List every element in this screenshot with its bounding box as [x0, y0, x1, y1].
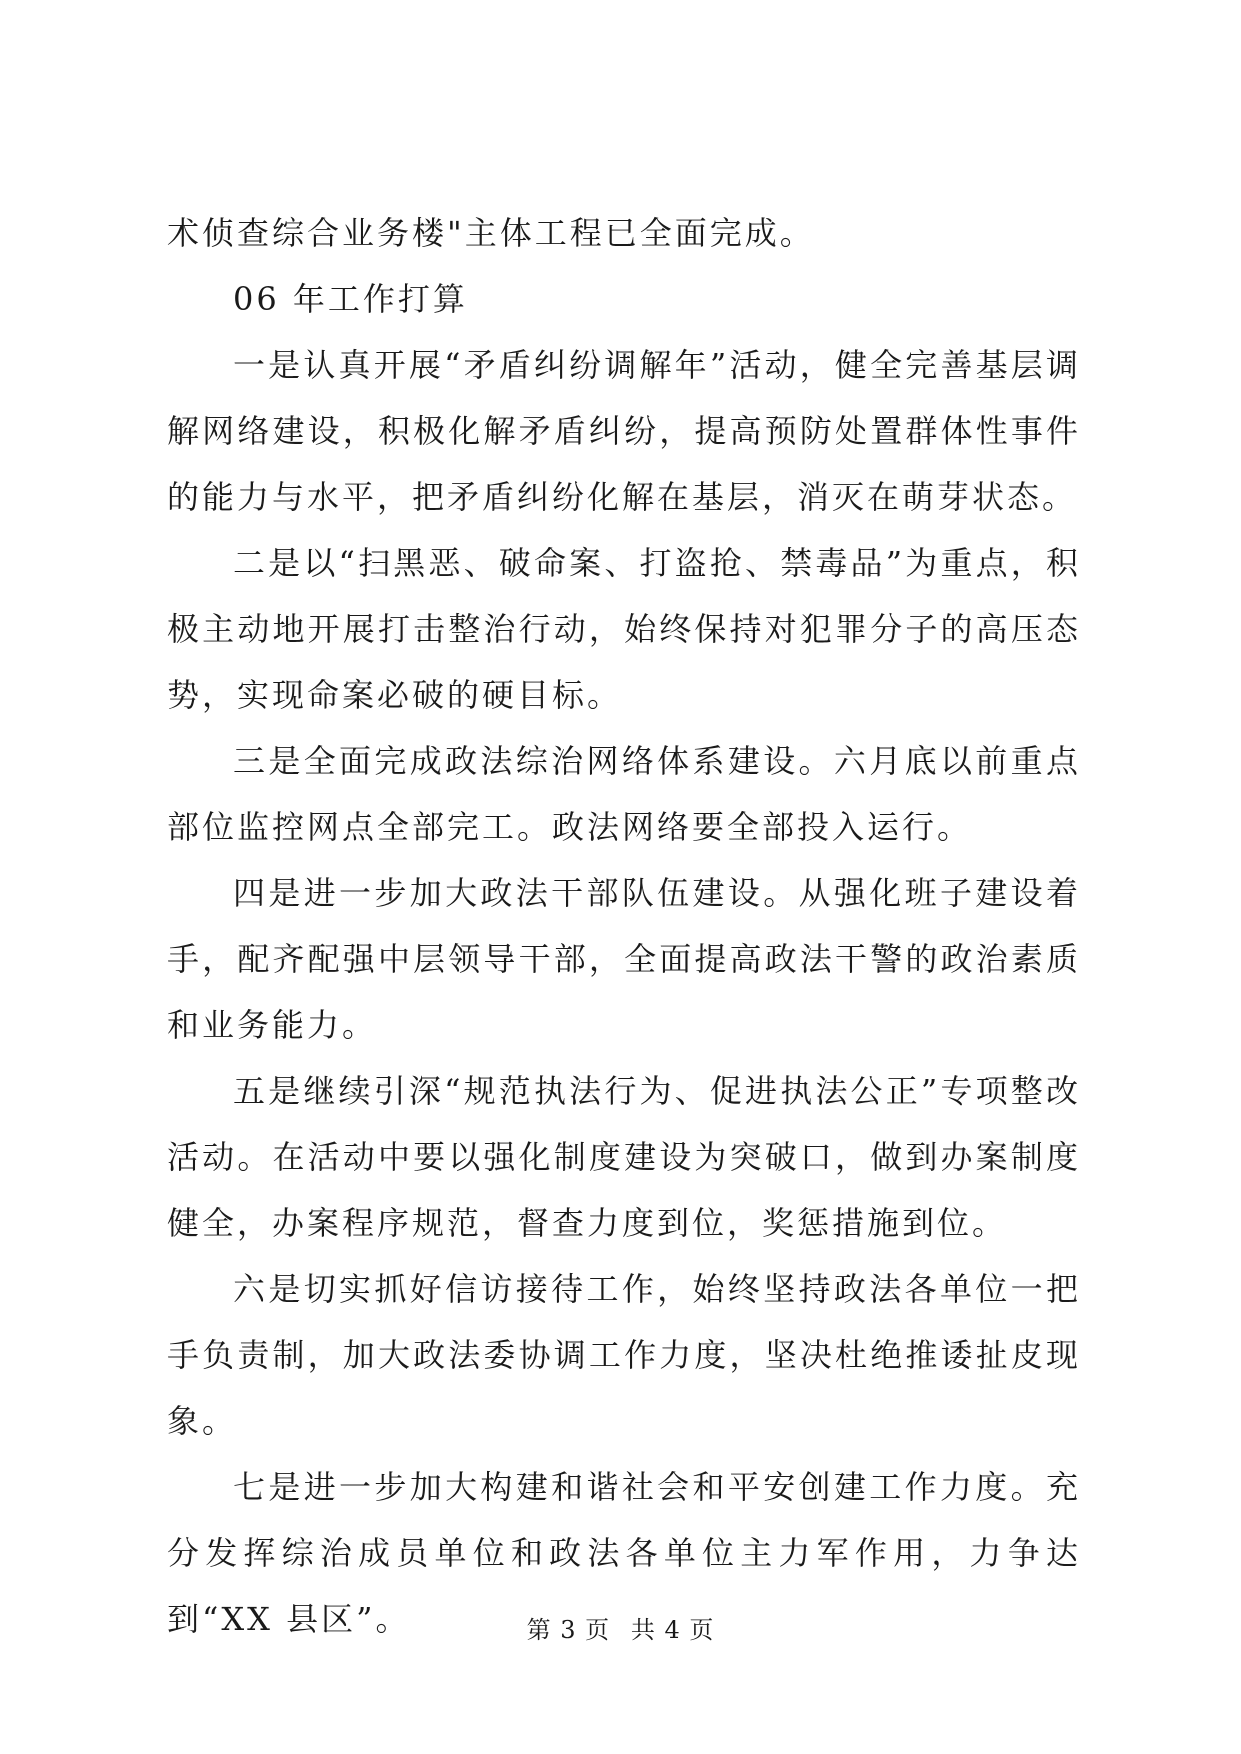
paragraph-item-3: 三是全面完成政法综治网络体系建设。六月底以前重点部位监控网点全部完工。政法网络要全部投入运行。 — [167, 742, 1081, 846]
total-pages: 共 4 页 — [630, 1616, 715, 1644]
section-heading: 06 年工作打算 — [233, 280, 468, 318]
page-footer — [0, 1610, 1241, 1645]
paragraph-item-7: 七是进一步加大构建和谐社会和平安创建工作力度。充分发挥综治成员单位和政法各单位主力军作用，力争达到“XX 县区”。 — [167, 1468, 1081, 1638]
page-number: 第 3 页 — [526, 1616, 611, 1644]
paragraph-item-4: 四是进一步加大政法干部队伍建设。从强化班子建设着手，配齐配强中层领导干部，全面提高政法干警的政治素质和业务能力。 — [167, 874, 1081, 1044]
paragraph-item-6: 六是切实抓好信访接待工作，始终坚持政法各单位一把手负责制，加大政法委协调工作力度，坚决杜绝推诿扯皮现象。 — [167, 1270, 1081, 1440]
paragraph-item-5: 五是继续引深“规范执法行为、促进执法公正”专项整改活动。在活动中要以强化制度建设为突破口，做到办案制度健全，办案程序规范，督查力度到位，奖惩措施到位。 — [167, 1072, 1081, 1242]
paragraph-continuation: 术侦查综合业务楼"主体工程已全面完成。 — [167, 214, 815, 252]
paragraph-item-1: 一是认真开展“矛盾纠纷调解年”活动，健全完善基层调解网络建设，积极化解矛盾纠纷，提高预防处置群体性事件的能力与水平，把矛盾纠纷化解在基层，消灭在萌芽状态。 — [167, 346, 1081, 516]
paragraph-item-2: 二是以“扫黑恶、破命案、打盗抢、禁毒品”为重点，积极主动地开展打击整治行动，始终保持对犯罪分子的高压态势，实现命案必破的硬目标。 — [167, 544, 1081, 714]
document-body — [167, 200, 1081, 1652]
